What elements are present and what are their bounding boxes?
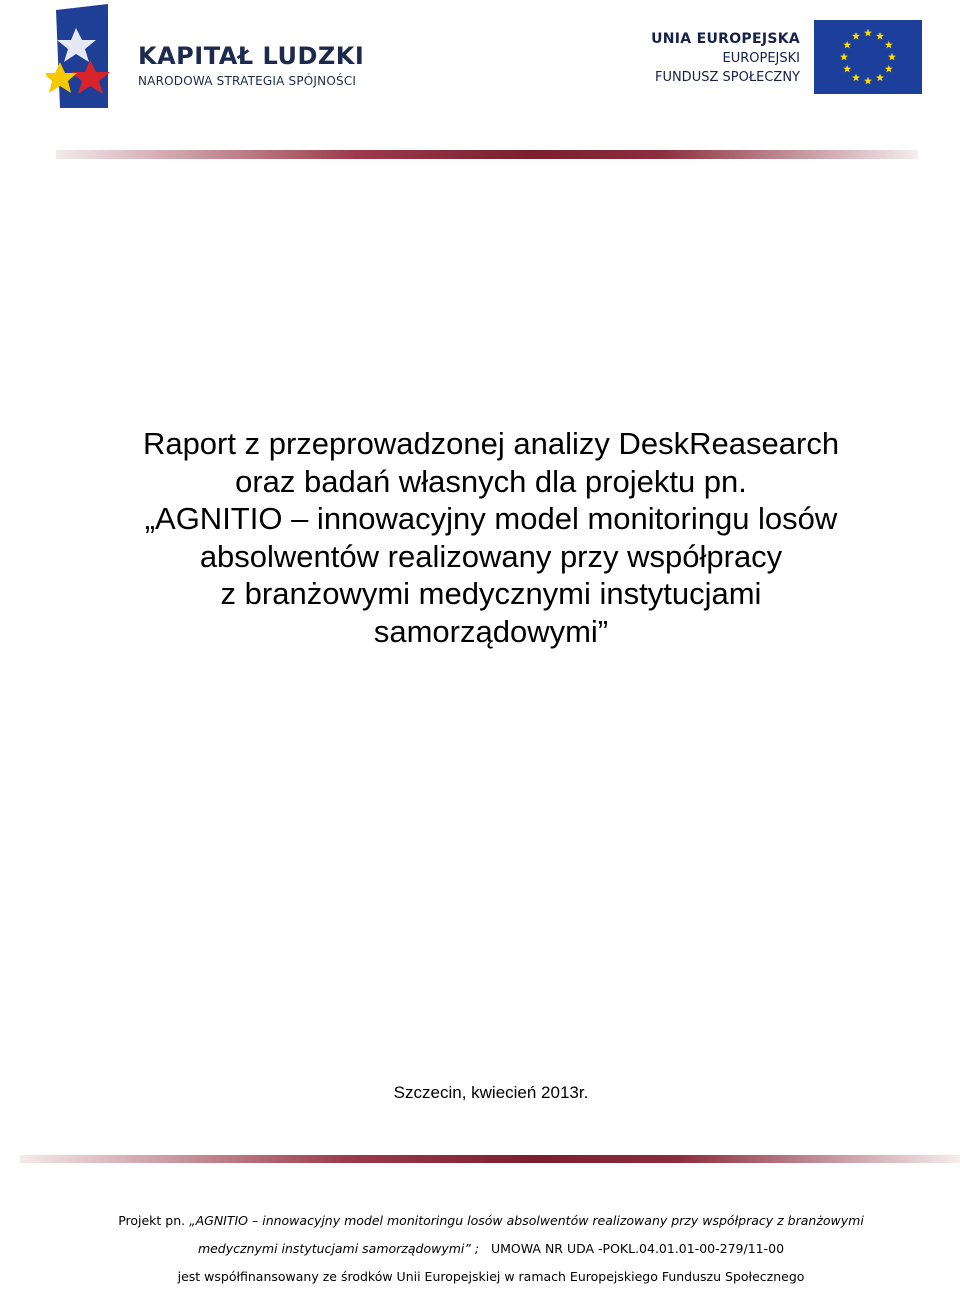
eu-logo-line2: EUROPEJSKI [722,51,800,66]
footer [0,1207,960,1291]
title-line: „AGNITIO – innowacyjny model monitoringu losów [144,501,838,536]
footer-project-name-cont: medycznymi instytucjami samorządowymi” ; [197,1241,480,1256]
title-line: Raport z przeprowadzonej analizy DeskReasearch [142,426,840,461]
kapital-ludzki-subtitle: NARODOWA STRATEGIA SPÓJNOŚCI [138,74,357,88]
title-line: absolwentów realizowany przy współpracy [199,538,783,574]
footer-contract-number: UMOWA NR UDA -POKL.04.01.01-00-279/11-00 [490,1241,785,1256]
place-date: Szczecin, kwiecień 2013r. [393,1083,589,1102]
title-line: samorządowymi” [373,613,609,649]
title-line: z branżowymi medycznymi instytucjami [220,576,762,611]
kapital-ludzki-title: KAPITAŁ LUDZKI [138,42,365,70]
eu-logo-text [651,30,800,87]
footer-line-3: jest współfinansowany ze środków Unii Europejskiej w ramach Europejskiego Funduszu Społecznego [177,1269,805,1284]
footer-project-prefix: Projekt pn. [118,1213,186,1228]
footer-divider [20,1155,960,1163]
eu-flag-icon [814,20,922,94]
eu-logo-line1: UNIA EUROPEJSKA [651,31,800,47]
footer-project-name: „AGNITIO – innowacyjny model monitoringu losów absolwentów realizowany przy współpracy z branżowymi [189,1213,864,1228]
header-divider [56,150,918,159]
report-title [40,425,942,650]
footer-line-1 [0,1207,960,1235]
kapital-ludzki-logo [46,4,376,112]
eu-efs-logo [648,20,922,96]
eu-logo-line3: FUNDUSZ SPOŁECZNY [654,70,800,85]
title-line: oraz badań własnych dla projektu pn. [235,463,747,499]
kapital-ludzki-star-mark-icon [46,4,116,110]
footer-line-2 [0,1235,960,1263]
